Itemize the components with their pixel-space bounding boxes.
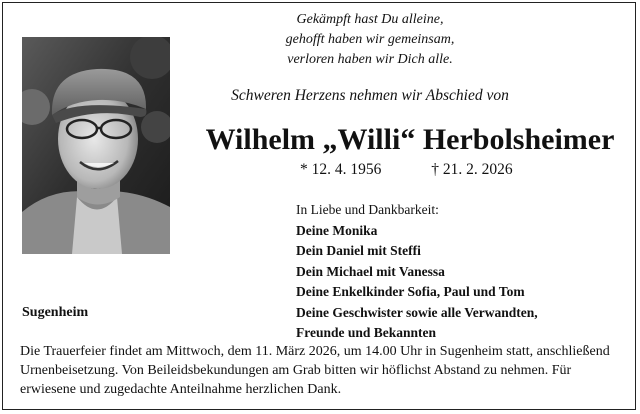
poem-line: gehofft haben wir gemeinsam, — [285, 32, 455, 47]
deceased-name: Wilhelm „Willi“ Herbolsheimer — [205, 123, 615, 156]
mourner-line: Deine Geschwister sowie alle Verwandten, — [296, 304, 538, 320]
mourner-line: Dein Daniel mit Steffi — [296, 243, 421, 258]
mourner-line: Deine Enkelkinder Sofia, Paul und Tom — [296, 284, 525, 299]
mourner-line: Dein Michael mit Vanessa — [296, 263, 445, 279]
mourner-line: Freunde und Bekannten — [296, 325, 437, 340]
death-date: † 21. 2. 2026 — [431, 161, 513, 178]
portrait-illustration — [22, 37, 170, 254]
poem-line: verloren haben wir Dich alle. — [287, 52, 453, 67]
mourners-list — [296, 200, 538, 344]
place-name: Sugenheim — [22, 305, 89, 320]
birth-date: * 12. 4. 1956 — [300, 161, 382, 178]
farewell-intro: Schweren Herzens nehmen wir Abschied von — [231, 87, 509, 104]
life-dates — [300, 161, 513, 179]
poem — [250, 10, 490, 70]
portrait-photo — [22, 37, 170, 254]
funeral-details: Die Trauerfeier findet am Mittwoch, dem 11. März 2026, um 14.00 Uhr in Sugenheim statt, anschließend Urnenbeisetzung. Von Beileidsbekundungen am Grab bitten wir höflichst Abstand zu nehmen. Für erwiesene und zugedachte Anteilnahme herzlichen Dank. — [20, 344, 610, 397]
mourners-lead: In Liebe und Dankbarkeit: — [296, 202, 439, 217]
poem-line: Gekämpft hast Du alleine, — [296, 12, 444, 27]
mourner-line: Deine Monika — [296, 222, 378, 238]
